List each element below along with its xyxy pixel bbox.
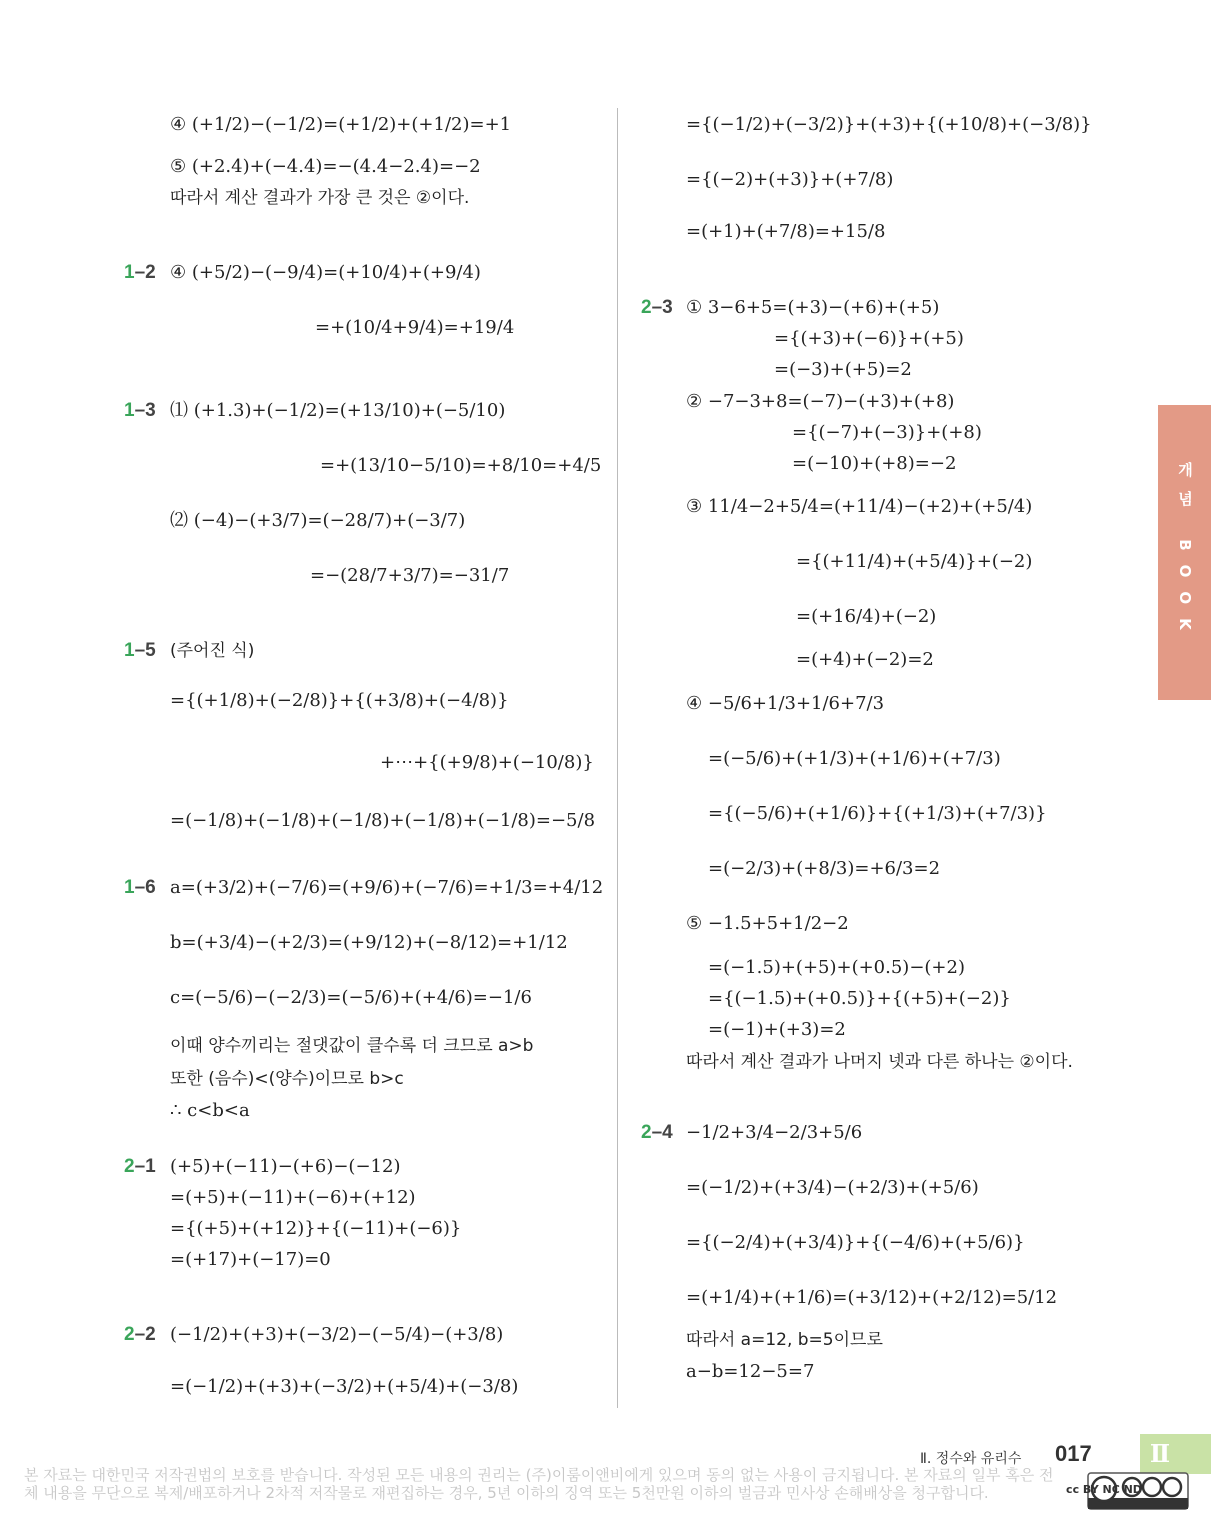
problem-subnumber: –3 bbox=[134, 400, 156, 421]
problem-number: 2 bbox=[124, 1324, 135, 1345]
solution-line: =(−5/6)+(+1/3)+(+1/6)+(+7/3) bbox=[708, 748, 1001, 769]
solution-line: =(−1/2)+(+3)+(−3/2)+(+5/4)+(−3/8) bbox=[170, 1376, 519, 1397]
chapter-roman: Ⅱ bbox=[1149, 1439, 1171, 1468]
solution-line: ={(+1/8)+(−2/8)}+{(+3/8)+(−4/8)} bbox=[170, 690, 509, 711]
problem-label bbox=[124, 873, 156, 903]
solution-line: ⑤ −1.5+5+1/2−2 bbox=[686, 913, 849, 934]
solution-line: 이때 양수끼리는 절댓값이 클수록 더 크므로 a>b bbox=[170, 1036, 534, 1056]
problem-subnumber: –2 bbox=[134, 1324, 156, 1345]
solution-line: (주어진 식) bbox=[170, 641, 255, 661]
solution-line: =(+1)+(+7/8)=+15/8 bbox=[686, 221, 886, 242]
cc-text: cc BY NC ND bbox=[1066, 1483, 1142, 1496]
solution-line: c=(−5/6)−(−2/3)=(−5/6)+(+4/6)=−1/6 bbox=[170, 987, 532, 1008]
problem-number: 2 bbox=[124, 1156, 135, 1177]
solution-line: ={(−7)+(−3)}+(+8) bbox=[792, 422, 982, 443]
solution-line: b=(+3/4)−(+2/3)=(+9/12)+(−8/12)=+1/12 bbox=[170, 932, 568, 953]
problem-number: 2 bbox=[641, 297, 652, 318]
solution-line: a=(+3/2)+(−7/6)=(+9/6)+(−7/6)=+1/3=+4/12 bbox=[170, 877, 604, 898]
footer-chapter: Ⅱ. 정수와 유리수 bbox=[920, 1451, 1022, 1467]
solution-line: ={(+3)+(−6)}+(+5) bbox=[774, 328, 964, 349]
problem-subnumber: –1 bbox=[134, 1156, 156, 1177]
solution-line: ={(+11/4)+(+5/4)}+(−2) bbox=[796, 551, 1033, 572]
page-number: 017 bbox=[1055, 1441, 1092, 1466]
problem-number: 1 bbox=[124, 640, 135, 661]
solution-line: =(−3)+(+5)=2 bbox=[774, 359, 912, 380]
problem-label bbox=[124, 1152, 156, 1182]
solution-line: a−b=12−5=7 bbox=[686, 1361, 815, 1382]
copyright-notice: 본 자료는 대한민국 저작권법의 보호를 받습니다. 작성된 모든 내용의 권리는 (주)이룸이앤비에게 있으며 동의 없는 사용이 금지됩니다. 본 자료의 일부 혹은 전체 내용을 무단으로 복제/배포하거나 2차적 저작물로 재편집하는 경우, 5년 이하의 징역 또는 5천만원 이하의 벌금과 민사상 손해배상을 청구합니다. bbox=[24, 1466, 1054, 1502]
side-tab-label: 개념 BOOK bbox=[1176, 461, 1194, 644]
solution-line: =(+16/4)+(−2) bbox=[796, 606, 937, 627]
problem-number: 1 bbox=[124, 262, 135, 283]
solution-line: =+(10/4+9/4)=+19/4 bbox=[315, 317, 515, 338]
solution-line: =(+4)+(−2)=2 bbox=[796, 649, 934, 670]
solution-line: =(+17)+(−17)=0 bbox=[170, 1249, 331, 1270]
solution-line: =(−1)+(+3)=2 bbox=[708, 1019, 846, 1040]
solution-line: =(−10)+(+8)=−2 bbox=[792, 453, 957, 474]
solution-line: =(−1.5)+(+5)+(+0.5)−(+2) bbox=[708, 957, 965, 978]
problem-number: 1 bbox=[124, 400, 135, 421]
problem-number: 1 bbox=[124, 877, 135, 898]
problem-subnumber: –6 bbox=[134, 877, 156, 898]
solution-line: (−1/2)+(+3)+(−3/2)−(−5/4)−(+3/8) bbox=[170, 1324, 504, 1345]
solution-line: ={(−2)+(+3)}+(+7/8) bbox=[686, 169, 894, 190]
solution-line: ={(−5/6)+(+1/6)}+{(+1/3)+(+7/3)} bbox=[708, 803, 1047, 824]
solution-line: =+(13/10−5/10)=+8/10=+4/5 bbox=[320, 455, 602, 476]
cc-license-icon bbox=[1066, 1473, 1188, 1509]
solution-line: ④ (+5/2)−(−9/4)=(+10/4)+(+9/4) bbox=[170, 262, 481, 283]
solution-line: 따라서 a=12, b=5이므로 bbox=[686, 1330, 883, 1350]
problem-label bbox=[124, 1320, 156, 1350]
column-divider bbox=[617, 108, 618, 1408]
solution-line: ⑵ (−4)−(+3/7)=(−28/7)+(−3/7) bbox=[170, 510, 466, 531]
problem-subnumber: –3 bbox=[651, 297, 673, 318]
problem-label bbox=[124, 258, 156, 288]
solution-line: ={(−2/4)+(+3/4)}+{(−4/6)+(+5/6)} bbox=[686, 1232, 1025, 1253]
solution-line: =(−1/2)+(+3/4)−(+2/3)+(+5/6) bbox=[686, 1177, 979, 1198]
solution-line: =(−1/8)+(−1/8)+(−1/8)+(−1/8)+(−1/8)=−5/8 bbox=[170, 810, 596, 831]
solution-line: ② −7−3+8=(−7)−(+3)+(+8) bbox=[686, 391, 955, 412]
solution-line: ∴ c<b<a bbox=[170, 1100, 250, 1121]
solution-line: 따라서 계산 결과가 나머지 넷과 다른 하나는 ②이다. bbox=[686, 1052, 1073, 1072]
solution-line: ④ −5/6+1/3+1/6+7/3 bbox=[686, 693, 885, 714]
solution-line: =(+5)+(−11)+(−6)+(+12) bbox=[170, 1187, 416, 1208]
problem-label bbox=[641, 1118, 673, 1148]
solution-line: ③ 11/4−2+5/4=(+11/4)−(+2)+(+5/4) bbox=[686, 496, 1033, 517]
problem-subnumber: –5 bbox=[134, 640, 156, 661]
solution-line: 또한 (음수)<(양수)이므로 b>c bbox=[170, 1069, 404, 1089]
solution-line: +⋯+{(+9/8)+(−10/8)} bbox=[380, 752, 594, 773]
solution-line: ⑤ (+2.4)+(−4.4)=−(4.4−2.4)=−2 bbox=[170, 156, 481, 177]
solution-line: ① 3−6+5=(+3)−(+6)+(+5) bbox=[686, 297, 940, 318]
problem-subnumber: –2 bbox=[134, 262, 156, 283]
solution-line: (+5)+(−11)−(+6)−(−12) bbox=[170, 1156, 401, 1177]
solution-line: −1/2+3/4−2/3+5/6 bbox=[686, 1122, 863, 1143]
solution-line: ={(−1/2)+(−3/2)}+(+3)+{(+10/8)+(−3/8)} bbox=[686, 114, 1092, 135]
solution-line: ={(−1.5)+(+0.5)}+{(+5)+(−2)} bbox=[708, 988, 1011, 1009]
solution-line: ⑴ (+1.3)+(−1/2)=(+13/10)+(−5/10) bbox=[170, 400, 506, 421]
problem-label bbox=[124, 636, 156, 666]
solution-line: =(+1/4)+(+1/6)=(+3/12)+(+2/12)=5/12 bbox=[686, 1287, 1058, 1308]
solution-line: =−(28/7+3/7)=−31/7 bbox=[310, 565, 510, 586]
solution-line: =(−2/3)+(+8/3)=+6/3=2 bbox=[708, 858, 941, 879]
solution-line: ={(+5)+(+12)}+{(−11)+(−6)} bbox=[170, 1218, 462, 1239]
problem-number: 2 bbox=[641, 1122, 652, 1143]
solution-line: ④ (+1/2)−(−1/2)=(+1/2)+(+1/2)=+1 bbox=[170, 114, 512, 135]
problem-subnumber: –4 bbox=[651, 1122, 673, 1143]
problem-label bbox=[124, 396, 156, 426]
solution-line: 따라서 계산 결과가 가장 큰 것은 ②이다. bbox=[170, 188, 470, 208]
problem-label bbox=[641, 293, 673, 323]
